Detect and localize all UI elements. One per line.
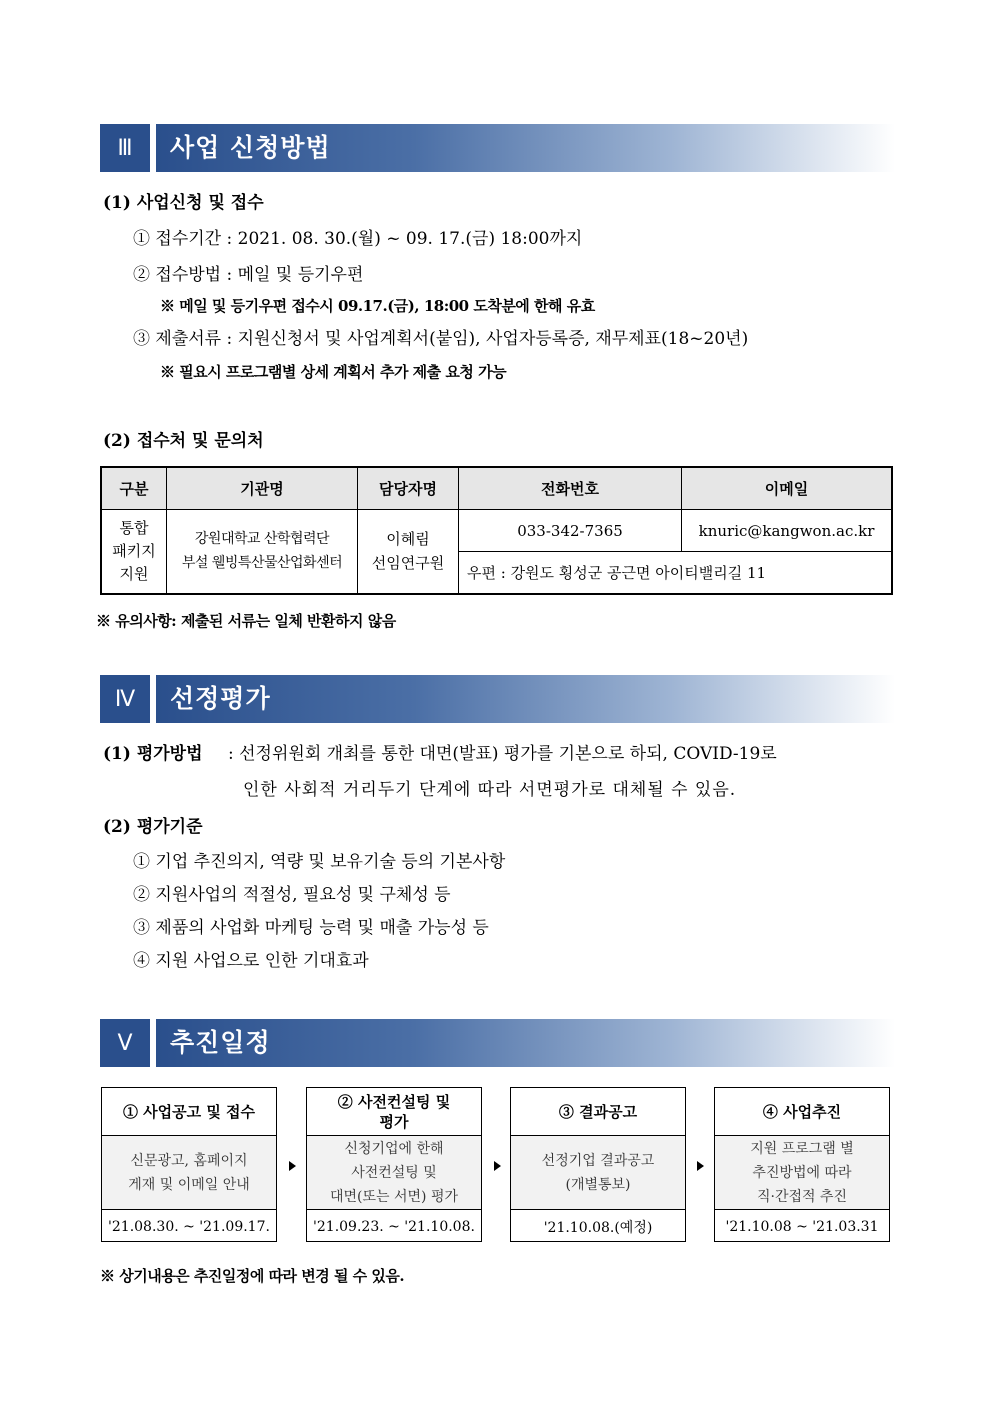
step-3-date: '21.10.08.(예정): [543, 1219, 653, 1236]
schedule-step-2: [306, 1087, 482, 1242]
contact-table: [100, 466, 893, 595]
step-4-date: '21.10.08 ~ '21.03.31: [725, 1218, 879, 1235]
step-3-head: [511, 1088, 685, 1136]
criteria-2: ② 지원사업의 적절성, 필요성 및 구체성 등: [133, 885, 451, 905]
sec3-item-3: ③ 제출서류 : 지원신청서 및 사업계획서(붙임), 사업자등록증, 재무제표(18~20년): [133, 329, 749, 349]
sec3-note-1: ※ 메일 및 등기우편 접수시 09.17.(금), 18:00 도착분에 한해 유효: [160, 297, 595, 315]
org-line-1: 강원대학교 산학협력단: [194, 531, 330, 548]
step-1-body-line-2: 게재 및 이메일 안내: [128, 1176, 250, 1193]
step-4-head-text: ④ 사업추진: [762, 1102, 842, 1121]
schedule-step-3: [510, 1087, 686, 1242]
cell-person: [358, 510, 459, 594]
th-org: 기관명: [167, 467, 358, 510]
section-4-bar: [156, 675, 895, 723]
step-3-body-line-2: (개별통보): [565, 1176, 631, 1193]
sec3-sub1-title: (1) 사업신청 및 접수: [103, 193, 264, 213]
sec3-item-1: ① 접수기간 : 2021. 08. 30.(월) ~ 09. 17.(금) 18:00까지: [133, 229, 583, 249]
schedule-step-4: [714, 1087, 890, 1242]
section-4-title: 선정평가: [170, 684, 271, 713]
category-line-2: 패키지: [112, 541, 156, 560]
schedule-step-1: [101, 1087, 277, 1242]
section-5-header: [100, 1019, 895, 1067]
cell-address: 우편 : 강원도 횡성군 공근면 아이티밸리길 11: [459, 552, 893, 594]
step-2-body: [307, 1136, 481, 1210]
step-2-head-line-2: 평가: [379, 1112, 409, 1131]
step-3-body: [511, 1136, 685, 1210]
cell-phone: 033-342-7365: [459, 510, 682, 552]
contact-table-row-1: [101, 510, 892, 552]
step-1-body: [102, 1136, 276, 1210]
step-2-head: [307, 1088, 481, 1136]
step-1-head: [102, 1088, 276, 1136]
th-person: 담당자명: [358, 467, 459, 510]
sec4-sub1-text-2: 인한 사회적 거리두기 단계에 따라 서면평가로 대체될 수 있음.: [243, 780, 737, 800]
arrow-right-icon: [289, 1161, 296, 1171]
section-4-header: [100, 675, 895, 723]
section-3-bar: [156, 124, 895, 172]
section-3-title: 사업 신청방법: [170, 133, 331, 162]
criteria-4: ④ 지원 사업으로 인한 기대효과: [133, 951, 369, 971]
step-4-body-line-1: 지원 프로그램 별: [750, 1140, 854, 1157]
step-4-body: [715, 1136, 889, 1210]
sec5-note: ※ 상기내용은 추진일정에 따라 변경 될 수 있음.: [100, 1267, 405, 1285]
cell-category: [101, 510, 167, 594]
arrow-right-icon: [697, 1161, 704, 1171]
sec4-sub1-label: (1) 평가방법: [103, 744, 203, 764]
step-1-body-line-1: 신문광고, 홈페이지: [130, 1152, 248, 1169]
cell-email[interactable]: knuric@kangwon.ac.kr: [682, 510, 893, 552]
cell-org: [167, 510, 358, 594]
section-5-title: 추진일정: [170, 1028, 271, 1057]
criteria-1: ① 기업 추진의지, 역량 및 보유기술 등의 기본사항: [133, 852, 506, 872]
sec4-sub2-title: (2) 평가기준: [103, 817, 203, 837]
step-1-head-text: ① 사업공고 및 접수: [122, 1102, 256, 1121]
person-name: 이혜림: [386, 530, 430, 549]
sec3-item-2: ② 접수방법 : 메일 및 등기우편: [133, 265, 364, 285]
section-4-number: Ⅳ: [100, 675, 150, 723]
step-4-body-line-2: 추진방법에 따라: [752, 1164, 852, 1181]
section-3-header: [100, 124, 895, 172]
sec3-note-3: ※ 유의사항: 제출된 서류는 일체 반환하지 않음: [96, 612, 396, 630]
arrow-right-icon: [494, 1161, 501, 1171]
sec3-sub2-title: (2) 접수처 및 문의처: [103, 431, 264, 451]
section-5-number: Ⅴ: [100, 1019, 150, 1067]
category-line-3: 지원: [119, 564, 149, 583]
contact-table-header-row: [101, 467, 892, 510]
sec4-sub1-text-1: : 선정위원회 개최를 통한 대면(발표) 평가를 기본으로 하되, COVID-19로: [228, 744, 777, 764]
step-4-body-line-3: 직·간접적 추진: [756, 1188, 848, 1205]
sec3-note-2: ※ 필요시 프로그램별 상세 계획서 추가 제출 요청 가능: [160, 363, 507, 381]
th-phone: 전화번호: [459, 467, 682, 510]
step-4-head: [715, 1088, 889, 1136]
step-2-body-line-1: 신청기업에 한해: [344, 1140, 444, 1157]
step-3-head-text: ③ 결과공고: [558, 1102, 638, 1121]
criteria-3: ③ 제품의 사업화 마케팅 능력 및 매출 가능성 등: [133, 918, 489, 938]
th-email: 이메일: [682, 467, 893, 510]
section-3-number: Ⅲ: [100, 124, 150, 172]
step-2-date: '21.09.23. ~ '21.10.08.: [313, 1218, 475, 1235]
org-line-2: 부설 웰빙특산물산업화센터: [181, 555, 343, 572]
step-2-body-line-3: 대면(또는 서면) 평가: [329, 1188, 459, 1205]
section-5-bar: [156, 1019, 895, 1067]
step-1-date: '21.08.30. ~ '21.09.17.: [108, 1218, 270, 1235]
th-category: 구분: [101, 467, 167, 510]
person-title: 선임연구원: [371, 554, 445, 573]
step-2-body-line-2: 사전컨설팅 및: [351, 1164, 437, 1181]
step-3-body-line-1: 선정기업 결과공고: [541, 1152, 655, 1169]
category-line-1: 통합: [119, 518, 149, 537]
step-2-head-line-1: ② 사전컨설팅 및: [337, 1092, 451, 1111]
